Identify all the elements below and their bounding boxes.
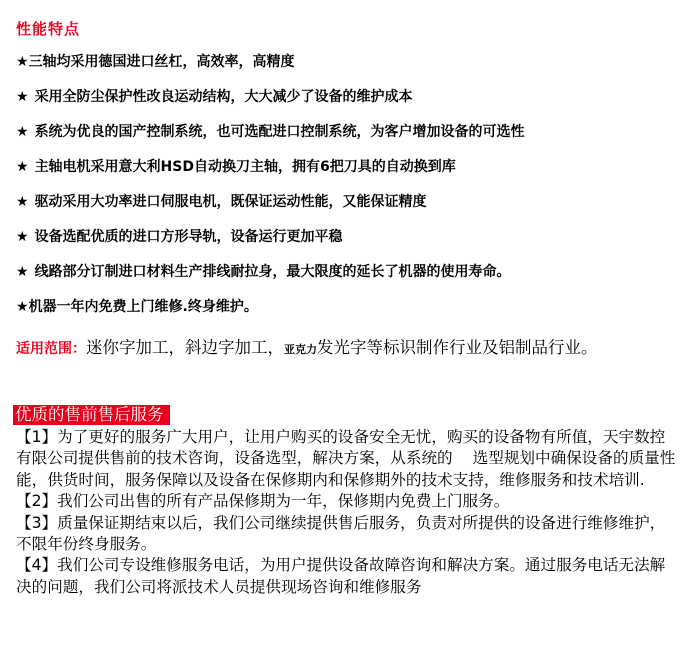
star-icon: ★ — [16, 299, 29, 315]
star-icon: ★ — [16, 89, 29, 105]
feature-text: 三轴均采用德国进口丝杠，高效率，高精度 — [28, 54, 295, 70]
feature-text: 机器一年内免费上门维修.终身维护。 — [28, 299, 258, 315]
feature-text: 设备选配优质的进口方形导轨，设备运行更加平稳 — [34, 229, 343, 245]
feature-item — [16, 122, 681, 157]
star-icon: ★ — [16, 159, 29, 175]
service-heading: 优质的售前售后服务 — [13, 405, 170, 425]
service-paragraph-1 — [16, 427, 680, 491]
feature-item — [16, 227, 681, 262]
feature-item — [16, 297, 681, 332]
feature-item — [16, 52, 681, 87]
feature-item — [16, 192, 681, 227]
features-heading: 性能特点 — [16, 20, 81, 38]
feature-text: 驱动采用大功率进口伺服电机，既保证运动性能，又能保证精度 — [34, 194, 427, 210]
service-body — [16, 427, 680, 598]
scope-label: 适用范围： — [16, 341, 86, 357]
scope-text-after: 发光字等标识制作行业及铝制品行业。 — [317, 338, 598, 357]
service-paragraph-4: 【4】我们公司专设维修服务电话，为用户提供设备故障咨询和解决方案。通过服务电话无法解决的问题，我们公司将派技术人员提供现场咨询和维修服务 — [16, 556, 666, 596]
star-icon: ★ — [16, 229, 29, 245]
feature-item — [16, 157, 681, 192]
service-paragraph-1-part-b: 选型规划中确保设备的质量性能，供货时间，服务保障以及设备在保修期内和保修期外的技术支持，维修服务和技术培训. — [16, 449, 676, 489]
feature-text: 线路部分订制进口材料生产排线耐拉身，最大限度的延长了机器的使用寿命。 — [34, 264, 511, 280]
scope-small-text: 亚克力 — [284, 343, 317, 356]
star-icon: ★ — [16, 264, 29, 280]
feature-text: 系统为优良的国产控制系统，也可选配进口控制系统，为客户增加设备的可选性 — [34, 124, 525, 140]
feature-text: 主轴电机采用意大利HSD自动换刀主轴，拥有6把刀具的自动换到库 — [34, 159, 456, 175]
scope-text-before: 迷你字加工，斜边字加工， — [86, 338, 284, 357]
service-paragraph-2: 【2】我们公司出售的所有产品保修期为一年，保修期内免费上门服务。 — [16, 492, 510, 511]
star-icon: ★ — [16, 124, 29, 140]
feature-text: 采用全防尘保护性改良运动结构，大大减少了设备的维护成本 — [34, 89, 413, 105]
application-scope — [16, 332, 681, 365]
feature-item — [16, 87, 681, 122]
service-paragraph-3: 【3】质量保证期结束以后，我们公司继续提供售后服务，负责对所提供的设备进行维修维护，不限年份终身服务。 — [16, 513, 666, 554]
feature-list — [16, 52, 681, 332]
star-icon: ★ — [16, 54, 29, 70]
star-icon: ★ — [16, 194, 29, 210]
service-paragraph-1-part-a: 【1】为了更好的服务广大用户，让用户购买的设备安全无忧，购买的设备物有所值，天宇数控有限公司提供售前的技术咨询，设备选型，解决方案，从系统的 — [16, 428, 666, 468]
feature-item — [16, 262, 681, 297]
